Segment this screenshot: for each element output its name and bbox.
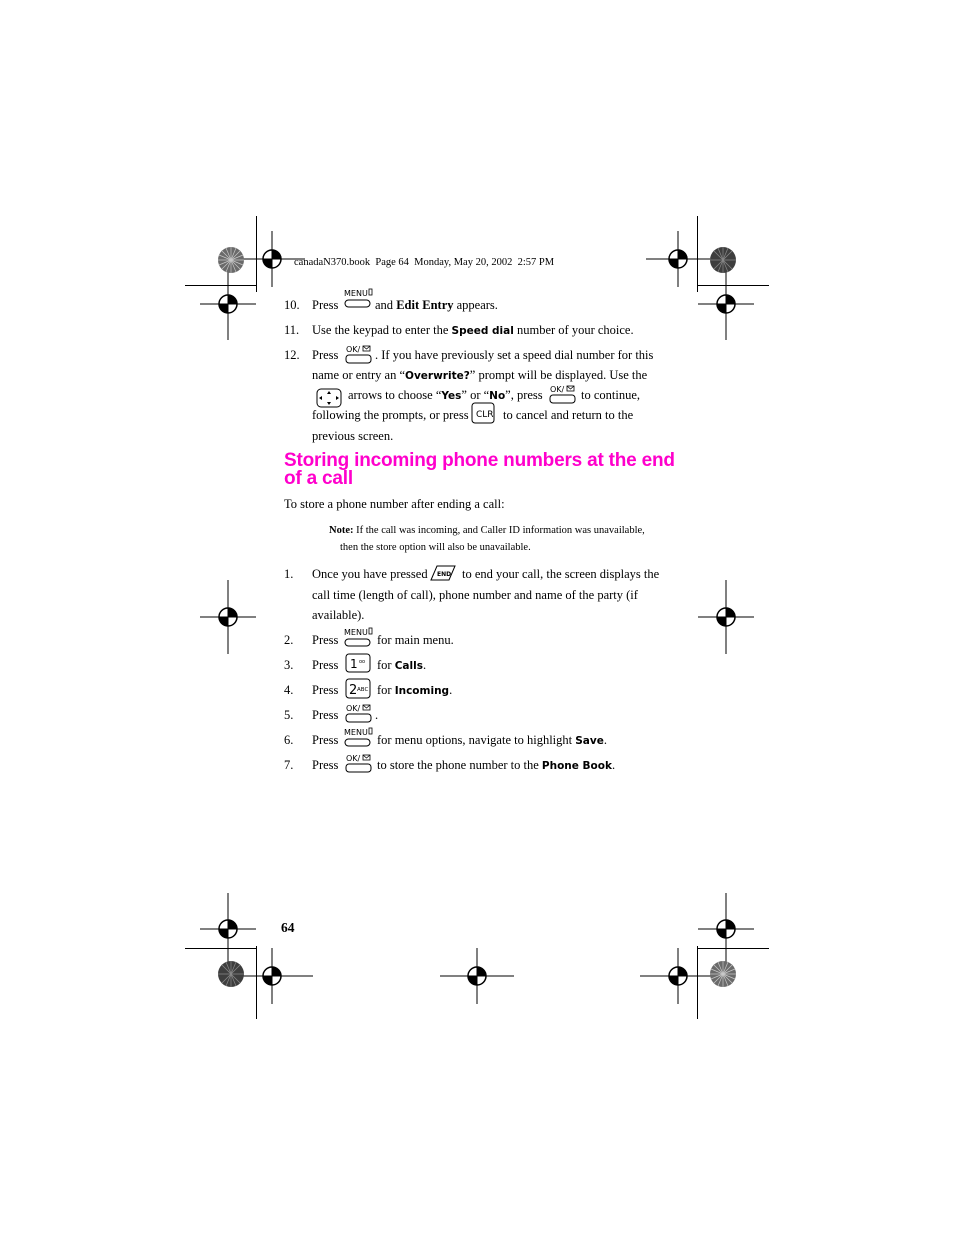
step-6-rest: for menu options, navigate to highlight Save. <box>377 733 607 747</box>
registration-crosshair-icon <box>241 948 313 1004</box>
registration-crosshair-icon <box>200 270 256 340</box>
overwrite-label: Overwrite? <box>405 370 470 382</box>
step-2-text: Press <box>312 633 339 647</box>
svg-text:MENU: MENU <box>344 728 368 737</box>
svg-text:MENU: MENU <box>344 628 368 637</box>
step-2-rest: for main menu. <box>377 633 454 647</box>
step-5-rest: . <box>375 708 379 722</box>
step-text: and <box>375 298 397 312</box>
step-12-line-4: following the prompts, or press <box>312 408 469 422</box>
note-label: Note: <box>329 525 354 536</box>
step-3-text: Press <box>312 658 339 672</box>
color-target-icon <box>217 960 245 988</box>
page-number: 64 <box>281 920 295 935</box>
step-10-rest <box>375 298 498 313</box>
phone-book-label: Phone Book <box>541 760 612 772</box>
section-intro: To store a phone number after ending a call: <box>284 497 505 511</box>
svg-text:CLR: CLR <box>476 410 494 420</box>
step-12-line-4-rest: to cancel and return to the <box>503 408 634 422</box>
svg-text:OK/: OK/ <box>550 385 565 394</box>
step-12-line-2: name or entry an “Overwrite?” prompt will be displayed. Use the <box>312 368 648 382</box>
step-1-line-1-rest: to end your call, the screen displays the <box>462 567 660 581</box>
step-number: 7. <box>284 758 294 772</box>
menu-key-icon <box>343 727 373 749</box>
section-heading: Storing incoming phone numbers at the end of a call <box>284 450 675 489</box>
step-text: Press <box>312 298 339 312</box>
step-5-text: Press <box>312 708 339 722</box>
svg-text:2: 2 <box>349 683 358 698</box>
speed-dial-label: Speed dial <box>451 325 514 337</box>
two-abc-key-icon <box>345 678 371 699</box>
step-1-line-2: call time (length of call), phone number and name of the party (if <box>312 588 638 602</box>
step-text: Use the keypad to enter the <box>312 323 452 337</box>
step-number: 5. <box>284 708 294 722</box>
step-6-text: Press <box>312 733 339 747</box>
no-label: No <box>489 390 506 402</box>
step-12-line-3: arrows to choose “Yes” or “No”, press <box>348 388 543 402</box>
registration-crosshair-icon <box>440 948 514 1004</box>
svg-text:oo: oo <box>359 659 366 665</box>
registration-crosshair-icon <box>698 270 754 340</box>
calls-label: Calls <box>394 660 423 672</box>
edit-entry-label: Edit Entry <box>396 298 454 312</box>
svg-text:1: 1 <box>350 657 358 671</box>
step-number: 10. <box>284 298 300 312</box>
step-text: appears. <box>453 298 498 312</box>
color-target-icon <box>709 960 737 988</box>
step-text: number of your choice. <box>513 323 634 337</box>
incoming-label: Incoming <box>394 685 450 697</box>
menu-key-icon <box>343 627 373 649</box>
note-line-2: then the store option will also be unavailable. <box>340 542 531 553</box>
step-4-text: Press <box>312 683 339 697</box>
step-7-text: Press <box>312 758 339 772</box>
svg-text:ABC: ABC <box>357 687 369 693</box>
ok-key-icon <box>345 753 373 775</box>
svg-text:OK/: OK/ <box>346 704 361 713</box>
one-key-icon <box>345 653 371 673</box>
clr-key-icon <box>471 402 495 424</box>
registration-crosshair-icon <box>640 948 712 1004</box>
step-number: 6. <box>284 733 294 747</box>
step-10-text <box>312 298 338 313</box>
registration-crosshair-icon <box>200 580 256 654</box>
step-12-line-1-rest: . If you have previously set a speed dial number for this <box>375 348 654 362</box>
note-line-1: Note: If the call was incoming, and Caller ID information was unavailable, <box>329 525 645 536</box>
step-number: 3. <box>284 658 294 672</box>
step-number: 4. <box>284 683 294 697</box>
step-4-rest: for Incoming. <box>377 683 453 697</box>
step-3-rest: for Calls. <box>377 658 427 672</box>
save-label: Save <box>575 735 604 747</box>
menu-key-label: MENU <box>344 289 368 298</box>
end-key-icon <box>429 563 457 583</box>
ok-key-icon <box>345 344 373 366</box>
step-1-line-1: Once you have pressed <box>312 567 428 581</box>
step-number: 11. <box>284 323 300 337</box>
ok-key-icon <box>345 703 373 725</box>
color-target-icon <box>709 246 737 274</box>
svg-text:END: END <box>437 571 452 578</box>
yes-label: Yes <box>441 390 462 402</box>
step-number: 12. <box>284 348 300 362</box>
step-12-line-1: Press <box>312 348 339 362</box>
step-1-line-3: available). <box>312 608 365 622</box>
ok-key-icon <box>549 384 577 406</box>
registration-crosshair-icon <box>698 580 754 654</box>
svg-text:OK/: OK/ <box>346 754 361 763</box>
menu-key-icon <box>343 288 373 310</box>
step-12-line-3-rest: to continue, <box>581 388 641 402</box>
step-11-text <box>312 323 634 338</box>
svg-text:OK/: OK/ <box>346 345 361 354</box>
color-target-icon <box>217 246 245 274</box>
step-number: 1. <box>284 567 294 581</box>
print-slug: canadaN370.book Page 64 Monday, May 20, 2002 2:57 PM <box>294 257 555 268</box>
step-12-line-5: previous screen. <box>312 429 394 443</box>
step-7-rest: to store the phone number to the Phone Book. <box>377 758 616 772</box>
step-number: 2. <box>284 633 294 647</box>
nav-arrows-key-icon <box>316 388 342 408</box>
